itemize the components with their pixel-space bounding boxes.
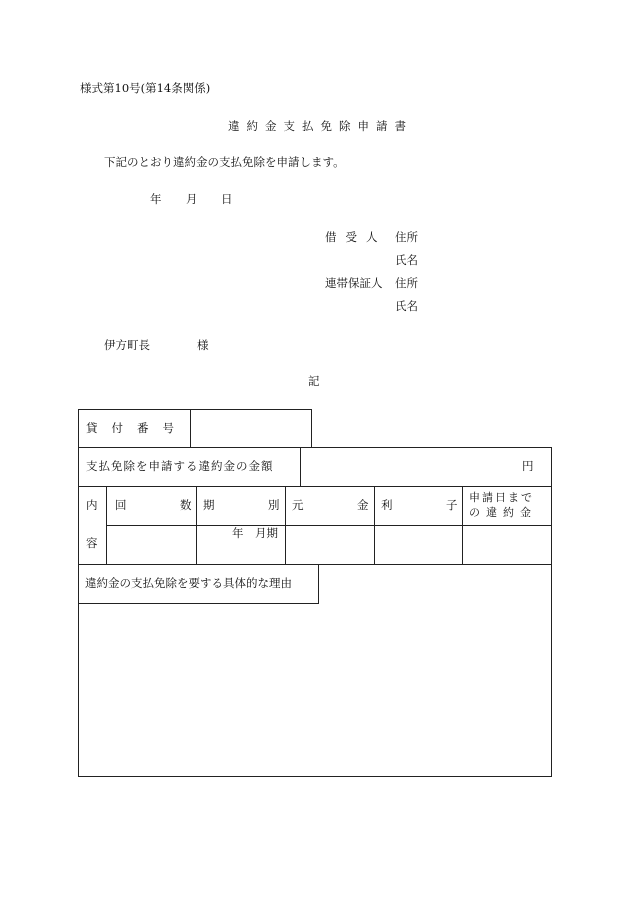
loan-number-label: 貸付番号 <box>86 421 188 435</box>
header-gankin-2: 金 <box>357 498 369 512</box>
table-border <box>190 409 191 448</box>
form-title: 違約金支払免除申請書 <box>228 119 413 133</box>
reason-label: 違約金の支払免除を要する具体的な理由 <box>85 576 292 590</box>
header-kai-2: 数 <box>180 498 192 512</box>
borrower-name-label: 氏名 <box>395 253 418 267</box>
table-border <box>318 564 319 604</box>
header-kibetsu-2: 別 <box>268 498 280 512</box>
borrower-label: 借受人 <box>325 230 387 244</box>
table-border <box>106 486 107 564</box>
guarantor-name-label: 氏名 <box>395 299 418 313</box>
addressee-name: 伊方町長 <box>104 338 150 352</box>
date-month-label: 月 <box>186 192 198 206</box>
addressee-honorific: 様 <box>197 338 209 352</box>
contents-label-bottom: 容 <box>86 536 98 550</box>
table-border <box>551 447 552 777</box>
header-rishi-2: 子 <box>446 498 458 512</box>
table-border <box>78 447 552 448</box>
table-border <box>374 486 375 564</box>
header-penalty-line1: 申請日まで <box>469 491 534 504</box>
header-rishi-1: 利 <box>381 498 393 512</box>
table-border <box>78 564 552 565</box>
header-kibetsu-1: 期 <box>203 498 215 512</box>
period-unit: 年 月期 <box>232 526 278 540</box>
table-border <box>78 776 552 777</box>
table-border <box>462 486 463 564</box>
table-border <box>196 486 197 564</box>
table-border <box>78 409 79 777</box>
table-border <box>78 486 552 487</box>
ki-mark: 記 <box>308 374 320 388</box>
amount-unit: 円 <box>522 459 534 473</box>
table-border <box>78 603 318 604</box>
amount-label: 支払免除を申請する違約金の金額 <box>86 459 274 473</box>
borrower-address-label: 住所 <box>395 230 418 244</box>
header-kai-1: 回 <box>115 498 127 512</box>
header-penalty-line2: の違約金 <box>469 506 537 519</box>
table-border <box>300 447 301 487</box>
guarantor-label: 連帯保証人 <box>325 276 383 290</box>
header-gankin-1: 元 <box>292 498 304 512</box>
date-day-label: 日 <box>221 192 233 206</box>
table-border <box>106 525 552 526</box>
intro-text: 下記のとおり違約金の支払免除を申請します。 <box>104 155 345 169</box>
form-number: 様式第10号(第14条関係) <box>80 81 211 95</box>
table-border <box>311 409 312 448</box>
date-year-label: 年 <box>150 192 162 206</box>
table-border <box>78 409 312 410</box>
contents-label-top: 内 <box>86 498 98 512</box>
guarantor-address-label: 住所 <box>395 276 418 290</box>
table-border <box>285 486 286 564</box>
